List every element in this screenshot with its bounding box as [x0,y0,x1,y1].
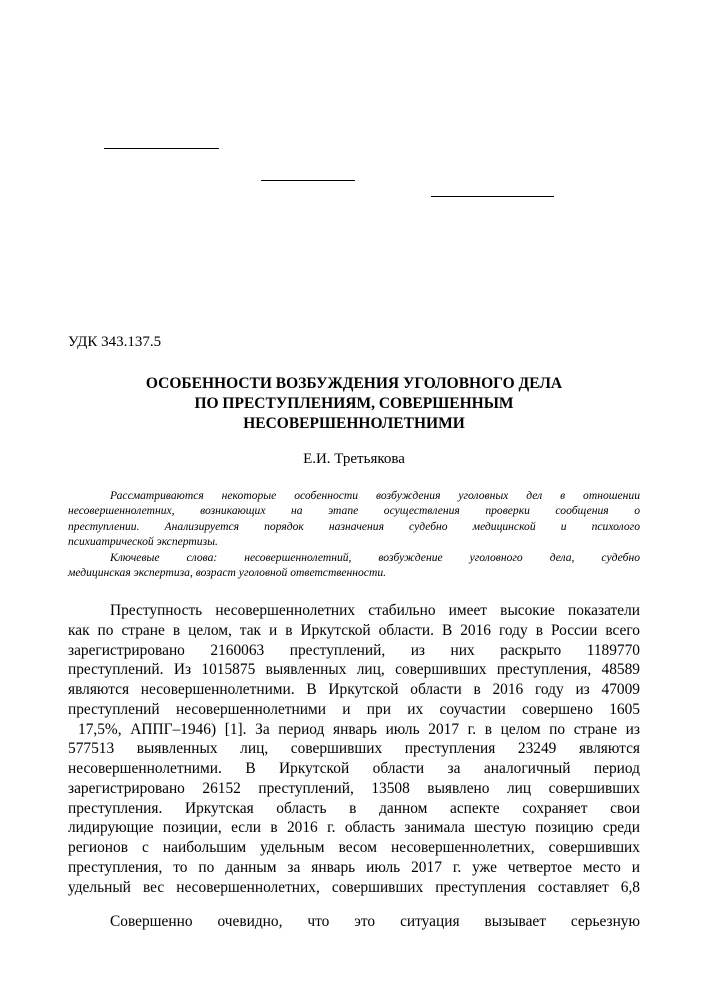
keywords-line: медицинская экспертиза, возраст уголовной ответственности. [68,565,387,579]
paragraph-line: лидирующие позиции, если в 2016 г. область занимала шестую позицию среди [68,819,640,837]
paragraph-line: преступления, то по данным за январь июль 2017 г. уже четвертое место и [68,858,640,876]
body-paragraph-2 [68,912,640,932]
blank-line-1 [104,148,219,149]
udk-code: УДК 343.137.5 [68,334,162,350]
title-line: ОСОБЕННОСТИ ВОЗБУЖДЕНИЯ УГОЛОВНОГО ДЕЛА [145,375,563,392]
keywords-line: Ключевые слова: несовершеннолетний, возбуждение уголовного дела, судебно [110,550,640,564]
abstract-line: преступлении. Анализируется порядок назначения судебно медицинской и психолого [68,519,640,533]
article-title [68,374,640,434]
paragraph-line: зарегистрировано 2160063 преступлений, из них раскрыто 1189770 [68,641,640,659]
paragraph-line: зарегистрировано 26152 преступлений, 13508 выявлено лиц совершивших [68,779,640,797]
paragraph-line: несовершеннолетними. В Иркутской области за аналогичный период [68,760,640,777]
abstract-line: несовершеннолетних, возникающих на этапе осуществления проверки сообщения о [68,504,640,518]
paragraph-line: Совершенно очевидно, что это ситуация вызывает серьезную [110,913,640,930]
body-paragraph-1 [68,601,640,897]
paragraph-line: преступлений. Из 1015875 выявленных лиц, совершивших преступления, 48589 [68,661,640,679]
title-line: ПО ПРЕСТУПЛЕНИЯМ, СОВЕРШЕННЫМ [194,395,514,412]
abstract-line: психиатрической экспертизы. [68,535,218,549]
paragraph-line: регионов с наибольшим удельным весом несовершеннолетних, совершивших [68,839,640,856]
paragraph-line: являются несовершеннолетними. В Иркутской области в 2016 году из 47009 [68,681,640,698]
paragraph-line: 17,5%, АППГ–1946) [1]. За период январь июль 2017 г. в целом по стране из [78,720,640,738]
paragraph-line: как по стране в целом, так и в Иркутской области. В 2016 году в России всего [68,621,640,639]
title-line: НЕСОВЕРШЕННОЛЕТНИМИ [243,415,465,432]
author-name: Е.И. Третьякова [303,451,405,467]
paragraph-line: преступления. Иркутская область в данном аспекте сохраняет свои [68,799,640,817]
paragraph-line: удельный вес несовершеннолетних, совершивших преступления составляет 6,8 [68,878,640,896]
paragraph-line: Преступность несовершеннолетних стабильно имеет высокие показатели [110,602,640,619]
paragraph-line: преступлений несовершеннолетними и при их соучастии совершено 1605 [68,700,640,718]
blank-line-2 [261,180,355,181]
paragraph-line: 577513 выявленных лиц, совершивших преступления 23249 являются [68,740,640,758]
abstract-line: Рассматриваются некоторые особенности возбуждения уголовных дел в отношении [110,489,640,502]
blank-line-3 [431,196,554,197]
abstract [68,488,640,580]
